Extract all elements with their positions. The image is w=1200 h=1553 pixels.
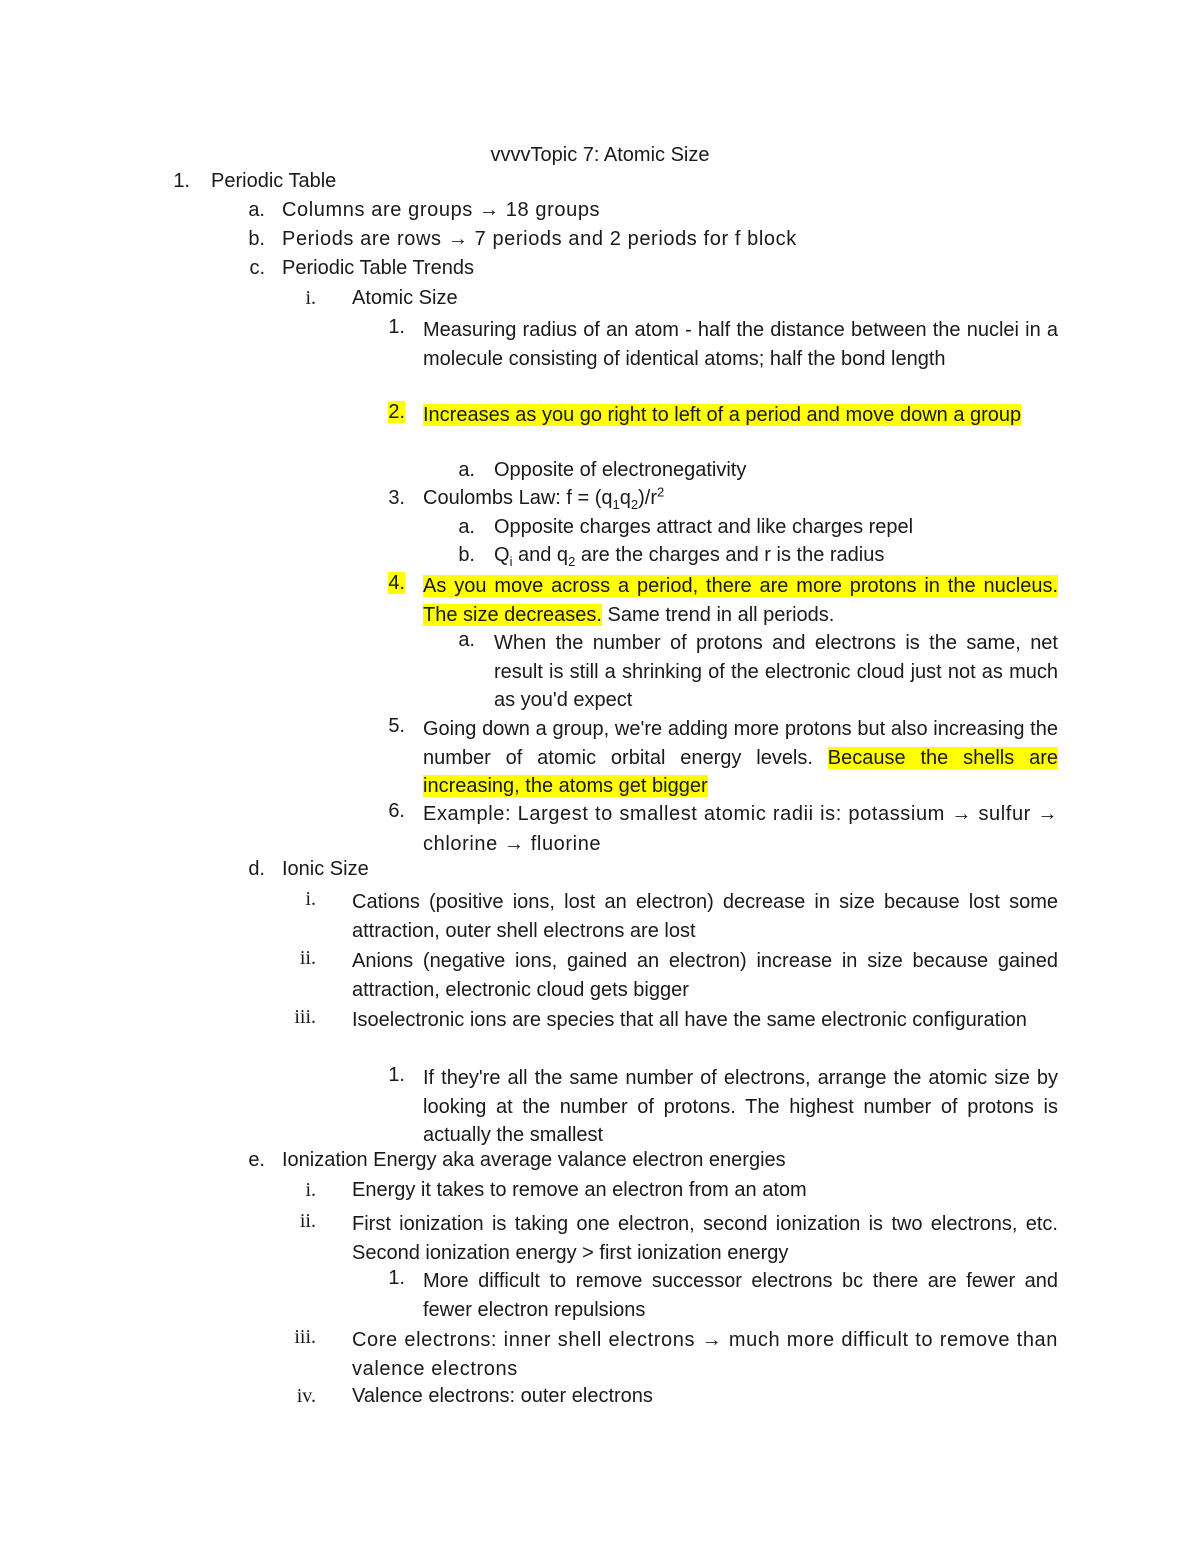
list-item: Cations (positive ions, lost an electron) decrease in size because lost some attraction, outer shell electrons are lost	[352, 891, 1058, 942]
list-marker: a.	[248, 199, 265, 221]
list-marker: 1.	[388, 1064, 405, 1086]
list-item: When the number of protons and electrons is the same, net result is still a shrinking of the electronic cloud just not as much as you'd expect	[494, 632, 1058, 712]
list-marker: iv.	[296, 1385, 316, 1407]
list-item: Opposite of electronegativity	[494, 459, 747, 481]
list-marker: e.	[248, 1149, 265, 1171]
list-item: First ionization is taking one electron, second ionization is two electrons, etc. Second ionization energy > first ionization energy	[352, 1213, 1058, 1264]
page-title: vvvvTopic 7: Atomic Size	[490, 144, 710, 166]
list-item: Measuring radius of an atom - half the distance between the nuclei in a molecule consisting of identical atoms; half the bond length	[423, 319, 1058, 370]
list-item: Energy it takes to remove an electron from an atom	[352, 1179, 807, 1201]
list-item: Valence electrons: outer electrons	[352, 1385, 653, 1407]
list-item: Periods are rows → 7 periods and 2 periods for f block	[282, 228, 797, 250]
list-item: Opposite charges attract and like charges repel	[494, 516, 914, 538]
list-marker: 6.	[388, 800, 405, 822]
list-item: Core electrons: inner shell electrons → much more difficult to remove than valence electrons	[352, 1329, 1058, 1380]
list-marker: 3.	[388, 487, 405, 509]
list-marker: b.	[458, 544, 475, 566]
highlighted-text: Increases as you go right to left of a period and move down a group	[423, 404, 1022, 426]
list-marker: a.	[458, 459, 475, 481]
list-marker: iii.	[294, 1326, 316, 1348]
list-marker: 2.	[388, 401, 405, 423]
highlighted-text: As you move across a period, there are more protons in the nucleus. The size decreases.	[423, 575, 1058, 626]
list-marker: 5.	[388, 715, 405, 737]
list-marker: ii.	[299, 1210, 316, 1232]
list-item: Columns are groups → 18 groups	[282, 199, 601, 221]
section-heading: Periodic Table	[211, 170, 337, 192]
list-marker: 1.	[388, 316, 405, 338]
list-marker: d.	[248, 858, 265, 880]
list-marker: iii.	[294, 1006, 316, 1028]
highlighted-text: Because the shells are increasing, the atoms get bigger	[423, 746, 1059, 798]
list-marker: 4.	[388, 572, 405, 594]
list-marker: i.	[305, 888, 316, 910]
list-item: Periodic Table Trends	[282, 257, 474, 279]
list-item: Example: Largest to smallest atomic radii is: potassium → sulfur → chlorine → fluorine	[423, 803, 1058, 855]
list-item: Anions (negative ions, gained an electron) increase in size because gained attraction, electronic cloud gets bigger	[352, 950, 1058, 1001]
list-item: Isoelectronic ions are species that all have the same electronic configuration	[352, 1009, 1027, 1031]
list-marker: i.	[305, 287, 316, 309]
list-marker: 1.	[388, 1267, 405, 1289]
list-item: As you move across a period, there are more protons in the nucleus. The size decreases. Same trend in all periods.	[423, 575, 1058, 626]
list-item: $Q_i$ and $q_2$ are the charges and r is the radius	[494, 544, 885, 569]
coulombs-law: Coulombs Law: $f = (q_1q_2)/r^2$	[423, 484, 665, 512]
list-item: Going down a group, we're adding more protons but also increasing the number of atomic orbital energy levels. Because the shells are increasing, the atoms get bigger	[423, 718, 1059, 798]
list-marker: c.	[249, 257, 265, 279]
list-item: If they're all the same number of electrons, arrange the atomic size by looking at the number of protons. The highest number of protons is actually the smallest	[423, 1067, 1058, 1147]
list-marker: b.	[248, 228, 265, 250]
list-item: More difficult to remove successor electrons bc there are fewer and fewer electron repulsions	[423, 1270, 1058, 1321]
list-marker: a.	[458, 629, 475, 651]
list-item: Ionic Size	[282, 858, 369, 880]
list-marker: ii.	[299, 947, 316, 969]
list-marker: 1.	[173, 170, 190, 192]
list-marker: a.	[458, 516, 475, 538]
list-item: Ionization Energy aka average valance electron energies	[282, 1149, 786, 1171]
list-item: Atomic Size	[352, 287, 458, 309]
list-marker: i.	[305, 1179, 316, 1201]
